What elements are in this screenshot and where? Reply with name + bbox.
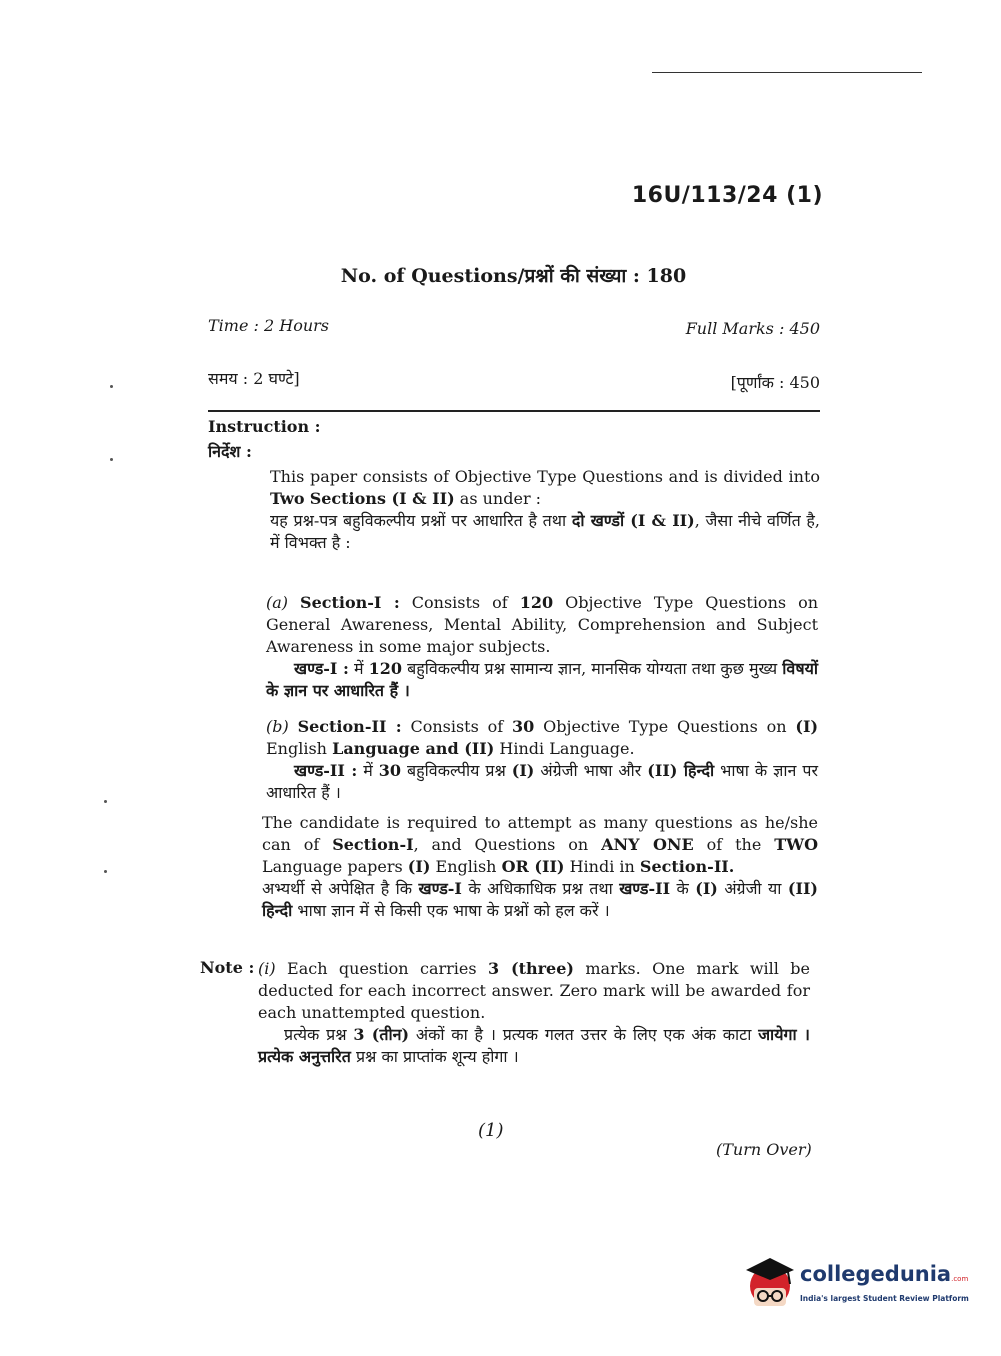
section-b-text-4: Hindi Language. <box>494 739 635 758</box>
candidate-en-6: Hindi in <box>564 857 640 876</box>
candidate-hi-ii: (II) हिन्दी <box>262 879 818 920</box>
section-a-title: Section-I : <box>300 593 400 612</box>
instruction-heading-hi: निर्देश : <box>208 442 252 461</box>
full-marks-en: Full Marks : 450 <box>685 319 820 338</box>
note-hi-1: प्रत्येक प्रश्न <box>284 1025 354 1044</box>
section-a-count: 120 <box>519 593 554 612</box>
section-a-hi-bold: विषयों के ज्ञान पर आधारित हैं । <box>266 659 818 700</box>
note-hi-2: अंकों का है । प्रत्यक गलत उत्तर के लिए एक अंक काटा <box>409 1025 759 1044</box>
section-a-hi-count: 120 <box>368 659 403 678</box>
candidate-en-3: of the <box>693 835 775 854</box>
candidate-hi-i: (I) <box>695 879 718 898</box>
collegedunia-logo <box>742 1252 972 1312</box>
section-b-hi-text-2: बहुविकल्पीय प्रश्न <box>401 761 512 780</box>
scan-mark <box>104 870 107 873</box>
logo-dotcom: .com <box>951 1275 969 1283</box>
top-rule <box>652 72 922 73</box>
mascot-icon <box>742 1252 798 1312</box>
candidate-en-two: TWO <box>774 835 819 854</box>
candidate-en-4: Language papers <box>262 857 408 876</box>
section-a-marker: (a) <box>266 593 289 612</box>
section-b-hi-title: खण्ड-II : <box>294 761 358 780</box>
scan-mark <box>104 800 107 803</box>
candidate-hi-2: के अधिकाधिक प्रश्न तथा <box>461 879 620 898</box>
time-hi: समय : 2 घण्टे] <box>208 369 300 388</box>
candidate-en-sec1: Section-I <box>332 835 414 854</box>
candidate-en-1: The candidate is required to attempt as many questions as he/she can of <box>262 813 818 854</box>
candidate-hi-k1: खण्ड-I <box>418 879 462 898</box>
turn-over-label: (Turn Over) <box>716 1140 812 1159</box>
intro-en-sections: Sections (I & II) <box>309 489 455 508</box>
note-hi-bold: जायेगा । प्रत्येक अनुत्तरित <box>258 1025 810 1066</box>
candidate-en-5: English <box>430 857 502 876</box>
section-b-text-3: English <box>266 739 333 758</box>
candidate-hi-1: अभ्यर्थी से अपेक्षित है कि <box>262 879 419 898</box>
section-b-hi-count: 30 <box>378 761 402 780</box>
candidate-en-2: , and Questions on <box>413 835 602 854</box>
logo-name-text: collegedunia <box>800 1262 952 1286</box>
intro-en-1: This paper consists of Objective Type Questions and is divided into <box>270 467 820 486</box>
section-b-hi-l1: (I) <box>511 761 535 780</box>
instruction-heading-en: Instruction : <box>208 417 321 436</box>
candidate-paragraph <box>262 812 818 922</box>
candidate-hi-4: अंग्रेजी या <box>717 879 788 898</box>
candidate-hi-3: के <box>670 879 696 898</box>
section-a-text-2: Objective Type Questions on General Awareness, Mental Ability, Comprehension and Subject Awareness in some major subjects. <box>266 593 819 656</box>
question-count: No. of Questions/प्रश्नों की संख्या : 180 <box>340 265 687 287</box>
section-a-hi-text-2: बहुविकल्पीय प्रश्न सामान्य ज्ञान, मानसिक योग्यता तथा कुछ मुख्य <box>402 659 783 678</box>
candidate-en-sec2: Section-II. <box>639 857 735 876</box>
scan-mark <box>110 385 113 388</box>
header-rule <box>208 410 820 412</box>
time-en: Time : 2 Hours <box>208 316 330 335</box>
candidate-en-eng: (I) <box>407 857 431 876</box>
full-marks-hi: [पूर्णांक : 450 <box>730 373 820 392</box>
logo-tagline: India's largest Student Review Platform <box>800 1294 969 1303</box>
candidate-hi-k2: खण्ड-II <box>619 879 671 898</box>
logo-name <box>800 1262 968 1286</box>
note-marker: (i) <box>258 959 276 978</box>
intro-hi-1: यह प्रश्न-पत्र बहुविकल्पीय प्रश्नों पर आधारित है तथा <box>270 511 572 530</box>
intro-hi-2: , जैसा नीचे वर्णित है, में विभक्त है : <box>270 511 820 552</box>
intro-hi-bold: दो खण्डों (I & II) <box>571 511 695 530</box>
section-b-hi-text-3: अंग्रेजी भाषा और <box>534 761 648 780</box>
page-number: (1) <box>478 1120 504 1141</box>
candidate-en-any: ANY ONE <box>601 835 694 854</box>
note-item <box>258 958 810 1068</box>
intro-en-2: as under : <box>454 489 542 508</box>
section-a-item <box>266 592 818 702</box>
paper-code: 16U/113/24 (1) <box>631 183 823 208</box>
section-b-hi-text-1: में <box>357 761 379 780</box>
candidate-en-or: OR (II) <box>501 857 565 876</box>
section-a-hi-text-1: में <box>348 659 369 678</box>
section-b-text-1: Consists of <box>401 717 513 736</box>
scan-mark <box>110 458 113 461</box>
note-en-1: Each question carries <box>287 959 488 978</box>
section-b-text-2: Objective Type Questions on <box>534 717 796 736</box>
note-en-three: 3 (three) <box>488 959 574 978</box>
section-b-bold-lang: Language and (II) <box>332 739 495 758</box>
note-en-2: marks. One mark will be deducted for each incorrect answer. Zero mark will be awarded for each unattempted question. <box>258 959 811 1022</box>
section-b-hi-l2: (II) हिन्दी <box>647 761 715 780</box>
intro-en-two: Two <box>270 489 305 508</box>
section-b-marker: (b) <box>266 717 289 736</box>
section-b-count: 30 <box>512 717 535 736</box>
section-b-item <box>266 716 818 804</box>
section-b-title: Section-II : <box>297 717 402 736</box>
section-a-hi-title: खण्ड-I : <box>294 659 349 678</box>
note-hi-3: प्रश्न का प्राप्तांक शून्य होगा । <box>350 1047 519 1066</box>
candidate-hi-5: भाषा ज्ञान में से किसी एक भाषा के प्रश्नों को हल करें । <box>292 901 610 920</box>
intro-paragraph <box>270 466 820 554</box>
section-a-text-1: Consists of <box>399 593 520 612</box>
note-label: Note : <box>200 958 255 977</box>
section-b-hi-text-4: भाषा के ज्ञान पर आधारित हैं । <box>266 761 819 802</box>
note-hi-three: 3 (तीन) <box>353 1025 410 1044</box>
section-b-lang1: (I) <box>795 717 819 736</box>
